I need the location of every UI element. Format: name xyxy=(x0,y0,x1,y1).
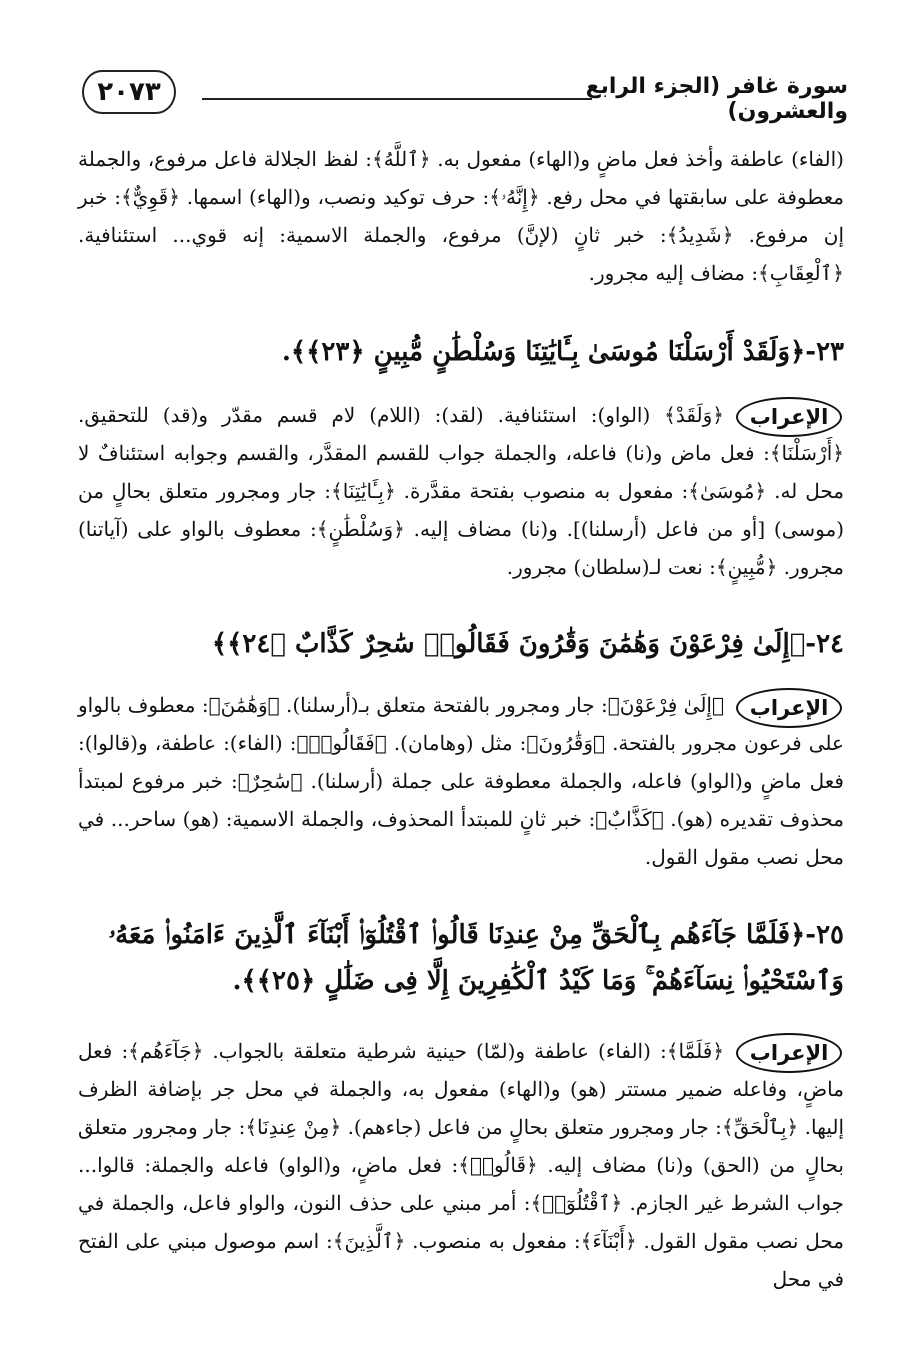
irab-badge-23: الإعراب xyxy=(736,397,842,437)
paragraph-22-continued: (الفاء) عاطفة وأخذ فعل ماضٍ و(الهاء) مفعول به. ﴿ٱللَّهُ﴾: لفظ الجلالة فاعل مرفوع، والجملة معطوفة على سابقتها في محل رفع. ﴿إِنَّهُۥ﴾: حرف توكيد ونصب، و(الهاء) اسمها. ﴿قَوِيٌّ﴾: خبر إن مرفوع. ﴿شَدِيدُ﴾: خبر ثانٍ (لإنَّ) مرفوع، والجملة الاسمية: إنه قوي... استئنافية. ﴿ٱلْعِقَابِ﴾: مضاف إليه مجرور. xyxy=(78,147,845,285)
paragraph-irab-23: ﴿وَلَقَدْ﴾ (الواو): استئنافية. (لقد): (اللام) لام قسم مقدّر و(قد) للتحقيق. ﴿أَرْسَلْنَا﴾: فعل ماض و(نا) فاعله، والجملة جواب للقسم المقدَّر، والقسم وجوابه استئنافٌ لا محل له. ﴿مُوسَىٰ﴾: مفعول به منصوب بفتحة مقدَّرة. ﴿بِـَٔايَٰتِنَا﴾: جار ومجرور متعلق بحالٍ من (موسى) [أو من فاعل (أرسلنا)]. و(نا) مضاف إليه. ﴿وَسُلْطَٰنٍ﴾: معطوف بالواو على (آياتنا) مجرور. ﴿مُّبِينٍ﴾: نعت لـ(سلطان) مجرور. xyxy=(78,403,844,579)
page-header xyxy=(72,60,848,124)
irab-badge-24: الإعراب xyxy=(736,688,842,728)
verse-24: ٢٤-﴿إِلَىٰ فِرْعَوْنَ وَهَٰمَٰنَ وَقَٰرُونَ فَقَالُوا۟ سَٰحِرٌ كَذَّابٌ ﴿٢٤﴾﴾ xyxy=(211,629,844,659)
irab-badge-25: الإعراب xyxy=(736,1033,842,1073)
verse-23: ٢٣-﴿وَلَقَدْ أَرْسَلْنَا مُوسَىٰ بِـَٔايَٰتِنَا وَسُلْطَٰنٍ مُّبِينٍ ﴿٢٣﴾﴾. xyxy=(281,337,844,367)
header-title: سورة غافر (الجزء الرابع والعشرون) xyxy=(585,74,848,124)
verse-25: ٢٥-﴿فَلَمَّا جَآءَهُم بِٱلْحَقِّ مِنْ عِندِنَا قَالُوا۟ ٱقْتُلُوٓا۟ أَبْنَآءَ ٱلَّذِينَ ءَامَنُوا۟ مَعَهُۥ وَٱسْتَحْيُوا۟ نِسَآءَهُمْ ۚ وَمَا كَيْدُ ٱلْكَٰفِرِينَ إِلَّا فِى ضَلَٰلٍ ﴿٢٥﴾﴾. xyxy=(108,920,844,996)
header-rule xyxy=(202,98,592,100)
page-number: ٢٠٧٣ xyxy=(82,70,176,114)
paragraph-irab-25: ﴿فَلَمَّا﴾: (الفاء) عاطفة و(لمّا) حينية شرطية متعلقة بالجواب. ﴿جَآءَهُم﴾: فعل ماضٍ، وفاعله ضمير مستتر (هو) و(الهاء) مفعول به، والجملة في محل جر بإضافة الظرف إليها. ﴿بِٱلْحَقِّ﴾: جار ومجرور متعلق بحالٍ من فاعل (جاءهم). ﴿مِنْ عِندِنَا﴾: جار ومجرور متعلق بحالٍ من (الحق) و(نا) مضاف إليه. ﴿قَالُوا۟﴾: فعل ماضٍ، و(الواو) فاعله والجملة: قالوا... جواب الشرط غير الجازم. ﴿ٱقْتُلُوٓا۟﴾: أمر مبني على حذف النون، والواو فاعل، والجملة في محل نصب مقول القول. ﴿أَبْنَآءَ﴾: مفعول به منصوب. ﴿ٱلَّذِينَ﴾: اسم موصول مبني على الفتح في محل xyxy=(78,1039,844,1291)
paragraph-irab-24: ﴿إِلَىٰ فِرْعَوْنَ﴾: جار ومجرور بالفتحة متعلق بـ(أرسلنا). ﴿وَهَٰمَٰنَ﴾: معطوف بالواو على فرعون مجرور بالفتحة. ﴿وَقَٰرُونَ﴾: مثل (وهامان). ﴿فَقَالُوا۟﴾: (الفاء): عاطفة، و(قالوا): فعل ماضٍ و(الواو) فاعله، والجملة معطوفة على جملة (أرسلنا). ﴿سَٰحِرٌ﴾: خبر مرفوع لمبتدأ محذوف تقديره (هو). ﴿كَذَّابٌ﴾: خبر ثانٍ للمبتدأ المحذوف، والجملة الاسمية: (هو) ساحر... في محل نصب مقول القول. xyxy=(78,693,844,869)
